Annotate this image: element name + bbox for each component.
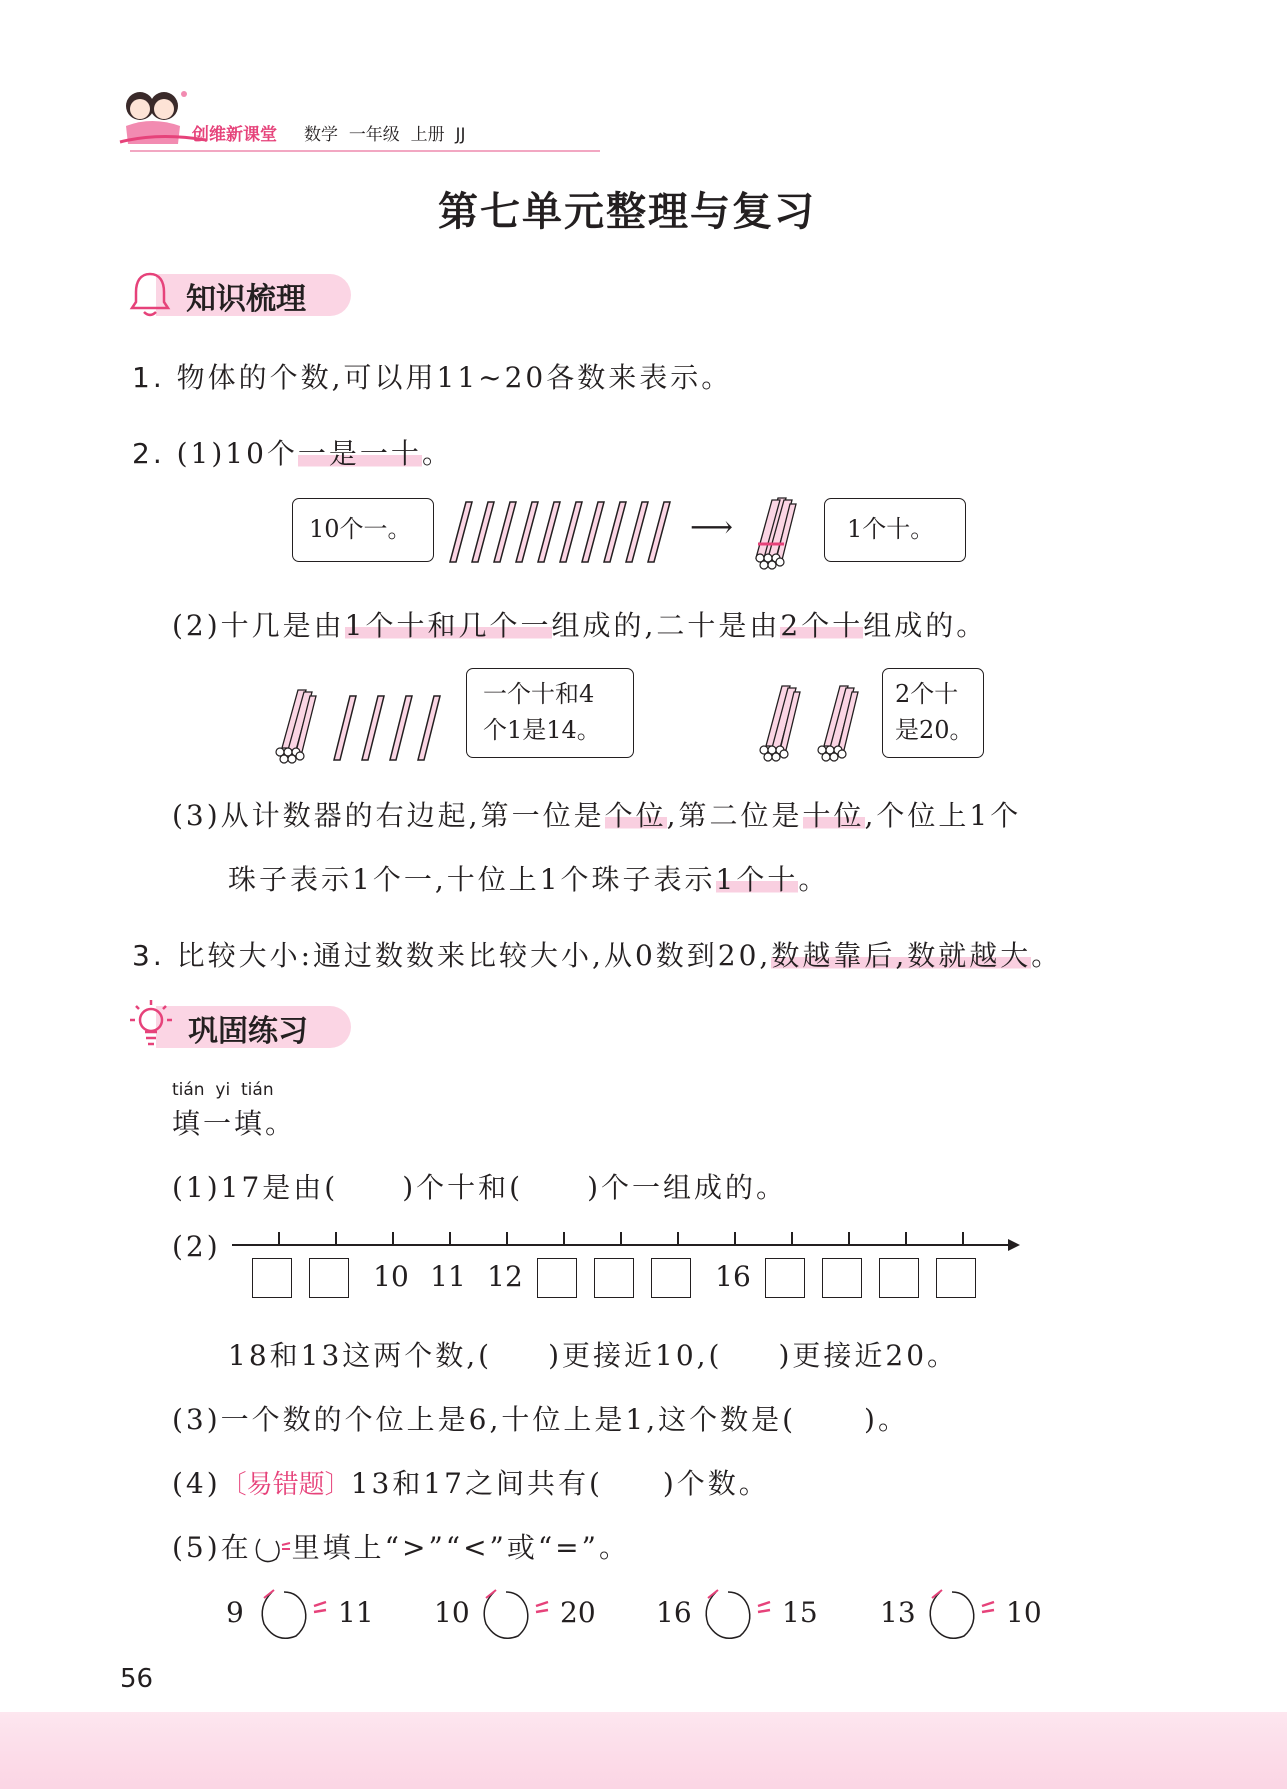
compare-right: 20 bbox=[560, 1596, 596, 1629]
compare-left: 9 bbox=[226, 1596, 244, 1629]
section-practice-label: 巩固练习 bbox=[188, 1014, 308, 1049]
bubble-text: 10个一。 bbox=[309, 515, 412, 543]
bubble-text: 个1是14。 bbox=[483, 716, 601, 744]
highlight-text: 数越靠后,数就越大 bbox=[771, 939, 1032, 972]
knowledge-item-2-1 bbox=[132, 432, 453, 472]
bubble-text: 1个十。 bbox=[847, 515, 935, 543]
knowledge-item-2-3 bbox=[172, 794, 1021, 834]
bundle-of-ten-icon bbox=[748, 496, 804, 572]
highlight-text: 个位 bbox=[604, 799, 667, 832]
item-text: 比较大小:通过数数来比较大小,从0数到20, bbox=[176, 939, 772, 972]
compare-circle[interactable] bbox=[250, 1584, 334, 1650]
highlight-text: 1个十 bbox=[715, 863, 799, 896]
compare-left: 10 bbox=[434, 1596, 470, 1629]
item-text: 组成的。 bbox=[863, 609, 988, 642]
question-text: )个数。 bbox=[662, 1467, 770, 1500]
twenty-sticks-illustration bbox=[756, 684, 876, 764]
number-line-tick bbox=[962, 1232, 964, 1244]
number-line-tick bbox=[563, 1232, 565, 1244]
number-line-tick bbox=[677, 1232, 679, 1244]
number-line-box[interactable] bbox=[936, 1258, 976, 1298]
item-text: 。 bbox=[421, 437, 453, 470]
question-2-text bbox=[228, 1334, 958, 1374]
header-edition: JJ bbox=[455, 125, 466, 145]
number-line-box[interactable] bbox=[594, 1258, 634, 1298]
highlight-text: 2个十 bbox=[780, 609, 864, 642]
compare-circle[interactable] bbox=[694, 1584, 778, 1650]
item-text: ,个位上1个 bbox=[864, 799, 1022, 832]
bubble-text: 一个十和4 bbox=[483, 680, 595, 708]
item-text: (2)十几是由 bbox=[172, 609, 345, 642]
question-text: )。 bbox=[864, 1403, 909, 1436]
number-line-tick bbox=[392, 1232, 394, 1244]
section-knowledge-label: 知识梳理 bbox=[186, 282, 306, 317]
number-line-tick bbox=[905, 1232, 907, 1244]
pinyin-annotation bbox=[172, 1080, 274, 1100]
question-text: )个十和( bbox=[402, 1171, 524, 1204]
ten-sticks-illustration bbox=[448, 498, 678, 566]
number-line-box[interactable] bbox=[309, 1258, 349, 1298]
item-text: 各数来表示。 bbox=[546, 361, 733, 394]
item-range: 11~20 bbox=[436, 361, 547, 394]
item-text: 。 bbox=[1031, 939, 1063, 972]
item-number: 1. bbox=[132, 361, 165, 394]
bell-icon bbox=[128, 270, 172, 322]
number-line-label: 16 bbox=[715, 1260, 751, 1293]
highlight-text: 十位 bbox=[802, 799, 865, 832]
number-line-tick bbox=[335, 1232, 337, 1244]
question-text: 13和17之间共有( bbox=[350, 1467, 603, 1500]
question-text: )更接近10,( bbox=[548, 1339, 723, 1372]
number-line-tick bbox=[506, 1232, 508, 1244]
item-text: 。 bbox=[798, 863, 830, 896]
number-line-tick bbox=[848, 1232, 850, 1244]
question-4 bbox=[172, 1462, 770, 1502]
number-line-tick bbox=[791, 1232, 793, 1244]
number-line-box[interactable] bbox=[822, 1258, 862, 1298]
question-text: 里填上“>”“<”或“=”。 bbox=[291, 1531, 630, 1564]
page-title: 第七单元整理与复习 bbox=[438, 189, 816, 235]
item-text: (3)从计数器的右边起,第一位是 bbox=[172, 799, 605, 832]
number-line-arrowhead bbox=[1008, 1239, 1020, 1251]
header-brand: 创维新课堂 bbox=[192, 125, 277, 145]
bubble-one-ten bbox=[824, 498, 966, 562]
question-text: (5)在 bbox=[172, 1531, 252, 1564]
compare-right: 10 bbox=[1006, 1596, 1042, 1629]
header-book-info bbox=[304, 120, 465, 145]
question-text: (4) bbox=[172, 1467, 221, 1500]
bubble-text: 是20。 bbox=[895, 716, 974, 744]
section-knowledge bbox=[128, 268, 353, 320]
number-line-box[interactable] bbox=[651, 1258, 691, 1298]
item-text: (1)10个 bbox=[176, 437, 298, 470]
footer-band bbox=[0, 1712, 1287, 1789]
item-text: 组成的,二十是由 bbox=[551, 609, 781, 642]
highlight-text: 1个十和几个一 bbox=[344, 609, 552, 642]
bubble-twenty bbox=[882, 668, 984, 758]
pinyin: tián bbox=[241, 1080, 274, 1100]
compare-circle[interactable] bbox=[472, 1584, 556, 1650]
question-text: (3)一个数的个位上是6,十位上是1,这个数是( bbox=[172, 1403, 797, 1436]
lightbulb-icon bbox=[128, 998, 174, 1056]
compare-left: 13 bbox=[880, 1596, 916, 1629]
number-line-tick bbox=[449, 1232, 451, 1244]
highlight-text: 一是一十 bbox=[297, 437, 422, 470]
header-volume: 上册 bbox=[410, 125, 445, 145]
question-2-label: (2) bbox=[172, 1230, 221, 1263]
header-rule bbox=[130, 150, 600, 152]
question-text: (1)17是由( bbox=[172, 1171, 339, 1204]
number-line-box[interactable] bbox=[252, 1258, 292, 1298]
exercise-heading: 填一填。 bbox=[172, 1107, 297, 1140]
number-line-axis bbox=[232, 1244, 1012, 1246]
compare-left: 16 bbox=[656, 1596, 692, 1629]
item-text: 珠子表示1个一,十位上1个珠子表示 bbox=[228, 863, 716, 896]
section-practice bbox=[128, 998, 353, 1054]
question-text: )个一组成的。 bbox=[587, 1171, 788, 1204]
item-text: 物体的个数,可以用 bbox=[176, 361, 437, 394]
circle-blank-icon bbox=[252, 1535, 292, 1565]
knowledge-item-1 bbox=[132, 356, 732, 396]
knowledge-item-2-2 bbox=[172, 604, 987, 644]
fourteen-sticks-illustration bbox=[270, 688, 460, 766]
question-1 bbox=[172, 1166, 787, 1206]
bubble-text: 2个十 bbox=[895, 680, 959, 708]
knowledge-item-3 bbox=[132, 934, 1062, 974]
number-line-tick bbox=[734, 1232, 736, 1244]
knowledge-item-2-3-cont bbox=[228, 858, 829, 898]
question-5 bbox=[172, 1526, 630, 1566]
pinyin: tián bbox=[172, 1080, 205, 1100]
compare-circle[interactable] bbox=[918, 1584, 1002, 1650]
compare-right: 15 bbox=[782, 1596, 818, 1629]
pinyin: yi bbox=[215, 1080, 231, 1100]
number-line-label: 12 bbox=[487, 1260, 523, 1293]
question-text: 18和13这两个数,( bbox=[228, 1339, 493, 1372]
bubble-ten-ones bbox=[292, 498, 434, 562]
item-number: 3. bbox=[132, 939, 165, 972]
question-text: )更接近20。 bbox=[778, 1339, 959, 1372]
error-prone-tag: 〔易错题〕 bbox=[220, 1470, 351, 1500]
number-line-label: 11 bbox=[430, 1260, 466, 1293]
compare-right: 11 bbox=[338, 1596, 374, 1629]
number-line-tick bbox=[620, 1232, 622, 1244]
header-grade: 一年级 bbox=[348, 125, 400, 145]
question-3 bbox=[172, 1398, 909, 1438]
number-line-box[interactable] bbox=[537, 1258, 577, 1298]
bubble-fourteen bbox=[466, 668, 634, 758]
number-line-tick bbox=[278, 1232, 280, 1244]
header-subject: 数学 bbox=[304, 125, 338, 145]
arrow-right-icon: ⟶ bbox=[690, 510, 734, 545]
item-number: 2. bbox=[132, 437, 165, 470]
item-text: ,第二位是 bbox=[666, 799, 803, 832]
number-line-box[interactable] bbox=[879, 1258, 919, 1298]
number-line-box[interactable] bbox=[765, 1258, 805, 1298]
number-line-label: 10 bbox=[373, 1260, 409, 1293]
page-number: 56 bbox=[120, 1664, 154, 1694]
